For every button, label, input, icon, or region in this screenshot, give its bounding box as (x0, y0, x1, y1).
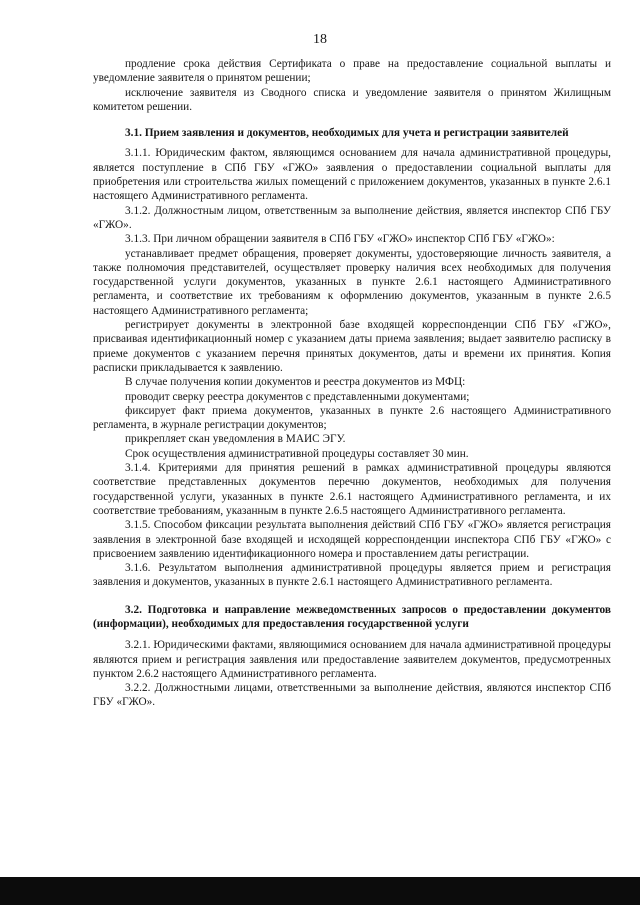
paragraph-3-2-1: 3.2.1. Юридическими фактами, являющимися основанием для начала административной процедуры являются прием и регистрация заявления или предоставление заявителем документов, предусмотренных пунктом 2.6.2 настоящего Административного регламента. (93, 639, 611, 680)
section-heading-3-1: 3.1. Прием заявления и документов, необходимых для учета и регистрации заявителей (125, 127, 569, 140)
paragraph-3-1-4: 3.1.4. Критериями для принятия решений в рамках административной процедуры являются соответствие представленных документов перечню документов, необходимых для получения государственной услуги, указанных в пункте 2.6.1 настоящего Административного регламента, и их соответствие требованиям, указанным в пункте 2.6.5 настоящего Административного регламента. (93, 462, 611, 517)
paragraph-3-1-2: 3.1.2. Должностным лицом, ответственным за выполнение действия, является инспектор СПб ГБУ «ГЖО». (93, 204, 611, 231)
paragraph: продление срока действия Сертификата о праве на предоставление социальной выплаты и уведомление заявителя о принятом решении; (93, 58, 611, 85)
scan-bottom-border (0, 877, 640, 905)
paragraph: В случае получения копии документов и реестра документов из МФЦ: (125, 376, 466, 389)
paragraph-3-1-5: 3.1.5. Способом фиксации результата выполнения действий СПб ГБУ «ГЖО» является регистрация заявления в электронной базе входящей и исходящей корреспонденции инспектора СПб ГБУ «ГЖО» с присвоением заявлению идентификационного номера и проставлением даты регистрации. (93, 519, 611, 560)
paragraph: проводит сверку реестра документов с представленными документами; (125, 390, 470, 403)
paragraph: исключение заявителя из Сводного списка и уведомление заявителя о принятом Жилищным комитетом решении. (93, 86, 611, 113)
paragraph: регистрирует документы в электронной базе входящей корреспонденции СПб ГБУ «ГЖО», присваивая идентификационный номер с указанием даты приема заявления; выдает заявителю расписку в приеме документов с указанием перечня принятых документов, даты и времени их принятия. Копия расписки прикладывается к заявлению. (93, 319, 611, 374)
page-number: 18 (313, 32, 327, 47)
paragraph: фиксирует факт приема документов, указанных в пункте 2.6 настоящего Административного регламента, в журнале регистрации документов; (93, 404, 611, 432)
paragraph-3-2-2: 3.2.2. Должностными лицами, ответственными за выполнение действия, являются инспектор СПб ГБУ «ГЖО». (93, 682, 611, 709)
paragraph-3-1-6: 3.1.6. Результатом выполнения административной процедуры является прием и регистрация заявления и документов, указанных в пункте 2.6.1 настоящего Административного регламента. (93, 562, 611, 589)
paragraph: прикрепляет скан уведомления в МАИС ЭГУ. (125, 433, 346, 446)
paragraph-3-1-3: 3.1.3. При личном обращении заявителя в СПб ГБУ «ГЖО» инспектор СПб ГБУ «ГЖО»: (125, 233, 555, 246)
paragraph-3-1-1: 3.1.1. Юридическим фактом, являющимся основанием для начала административной процедуры, является поступление в СПб ГБУ «ГЖО» заявления о предоставлении социальной выплаты для приобретения или строительства жилых помещений с приложением документов, указанных в пункте 2.6.1 настоящего Административного регламента. (93, 147, 611, 203)
section-heading-3-2: 3.2. Подготовка и направление межведомственных запросов о предоставлении документов (информации), необходимых для предоставления государственной услуги (93, 603, 611, 630)
document-body (93, 57, 611, 710)
paragraph: Срок осуществления административной процедуры составляет 30 мин. (125, 447, 469, 460)
paragraph: устанавливает предмет обращения, проверяет документы, удостоверяющие личность заявителя, а также полномочия представителей, осуществляет проверку наличия всех необходимых для получения государственной услуги документов, указанных в пункте 2.6.1 настоящего Административного регламента, и соответствие их требованиям к оформлению документов, указанным в пункте 2.6.5 настоящего Административного регламента; (93, 247, 611, 317)
